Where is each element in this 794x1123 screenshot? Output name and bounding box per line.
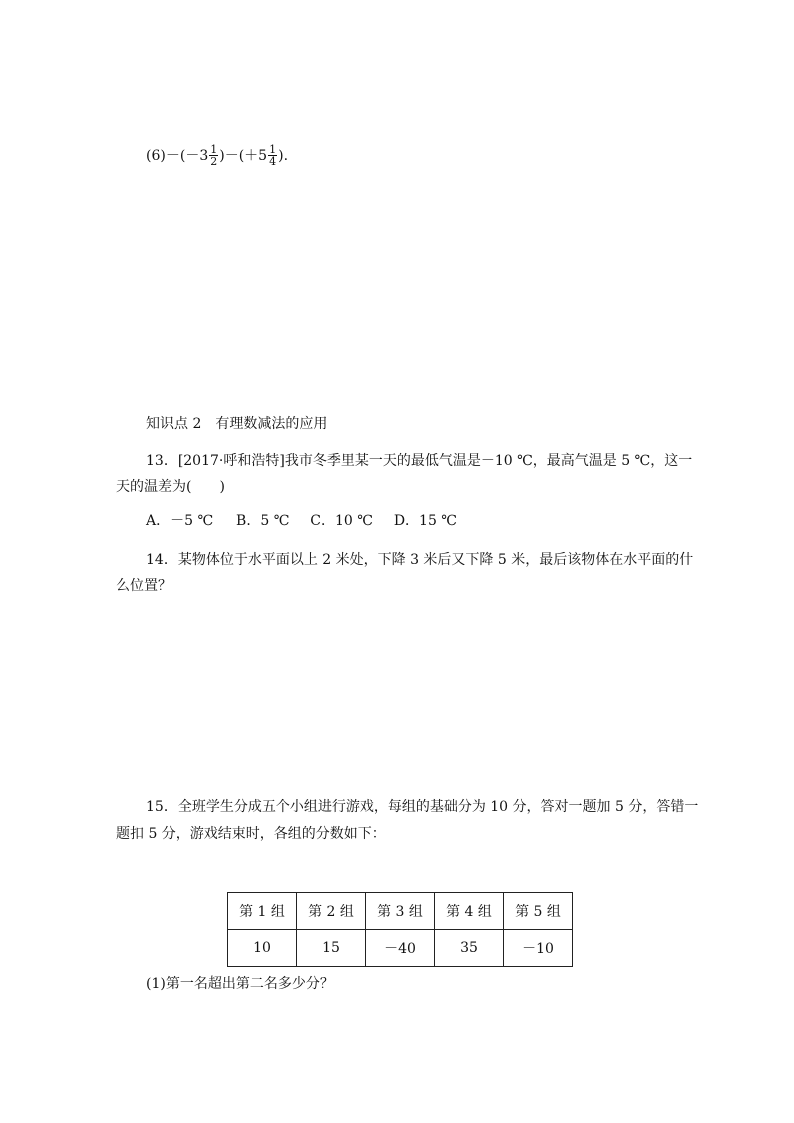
expression-label: (6) [146, 147, 166, 164]
table-cell: 15 [297, 930, 366, 967]
expression-6 [146, 144, 288, 167]
question-15-line-2: 题扣 5 分，游戏结束时，各组的分数如下： [116, 826, 386, 842]
option-d: D．15 ℃ [393, 513, 457, 529]
numerator: 1 [269, 143, 277, 156]
score-table [227, 892, 573, 967]
question-13-line-1: 13．[2017·呼和浩特]我市冬季里某一天的最低气温是－10 ℃，最高气温是 5 ℃，这一 [146, 453, 693, 469]
open-paren: ( [238, 147, 245, 164]
sign: － [185, 147, 200, 164]
table-cell: 10 [228, 930, 297, 967]
minus-sign: － [224, 147, 239, 164]
table-header-cell: 第 3 组 [366, 893, 435, 930]
close-paren: ) [219, 147, 225, 164]
question-13-options [146, 511, 457, 531]
question-15-sub-1: (1)第一名超出第二名多少分？ [146, 976, 334, 992]
minus-sign: － [165, 147, 180, 164]
denominator: 2 [210, 155, 218, 168]
mixed-integer: 5 [258, 147, 268, 164]
table-cell: －40 [366, 930, 435, 967]
fraction [209, 144, 218, 167]
table-header-cell: 第 2 组 [297, 893, 366, 930]
table-header-row [228, 893, 573, 930]
question-14-line-1: 14．某物体位于水平面以上 2 米处，下降 3 米后又下降 5 米，最后该物体在水平面的什 [146, 552, 694, 568]
table-cell: －10 [504, 930, 573, 967]
close-paren: ) [278, 147, 284, 164]
option-c: C．10 ℃ [310, 513, 373, 529]
mixed-integer: 3 [199, 147, 209, 164]
question-13-line-2: 天的温差为( ) [116, 479, 225, 495]
table-header-cell: 第 4 组 [435, 893, 504, 930]
table-header-cell: 第 5 组 [504, 893, 573, 930]
table-row [228, 930, 573, 967]
option-b: B．5 ℃ [236, 513, 290, 529]
option-a: A．－5 ℃ [146, 513, 214, 529]
numerator: 1 [210, 143, 218, 156]
question-14-line-2: 么位置？ [116, 578, 172, 594]
sign: ＋ [244, 147, 259, 164]
open-paren: ( [179, 147, 186, 164]
period: . [283, 147, 289, 164]
fraction [268, 144, 277, 167]
table-cell: 35 [435, 930, 504, 967]
table-header-cell: 第 1 组 [228, 893, 297, 930]
section-heading: 知识点 2 有理数减法的应用 [146, 416, 328, 432]
question-15-line-1: 15．全班学生分成五个小组进行游戏，每组的基础分为 10 分，答对一题加 5 分，答错一 [146, 799, 699, 815]
denominator: 4 [269, 155, 277, 168]
